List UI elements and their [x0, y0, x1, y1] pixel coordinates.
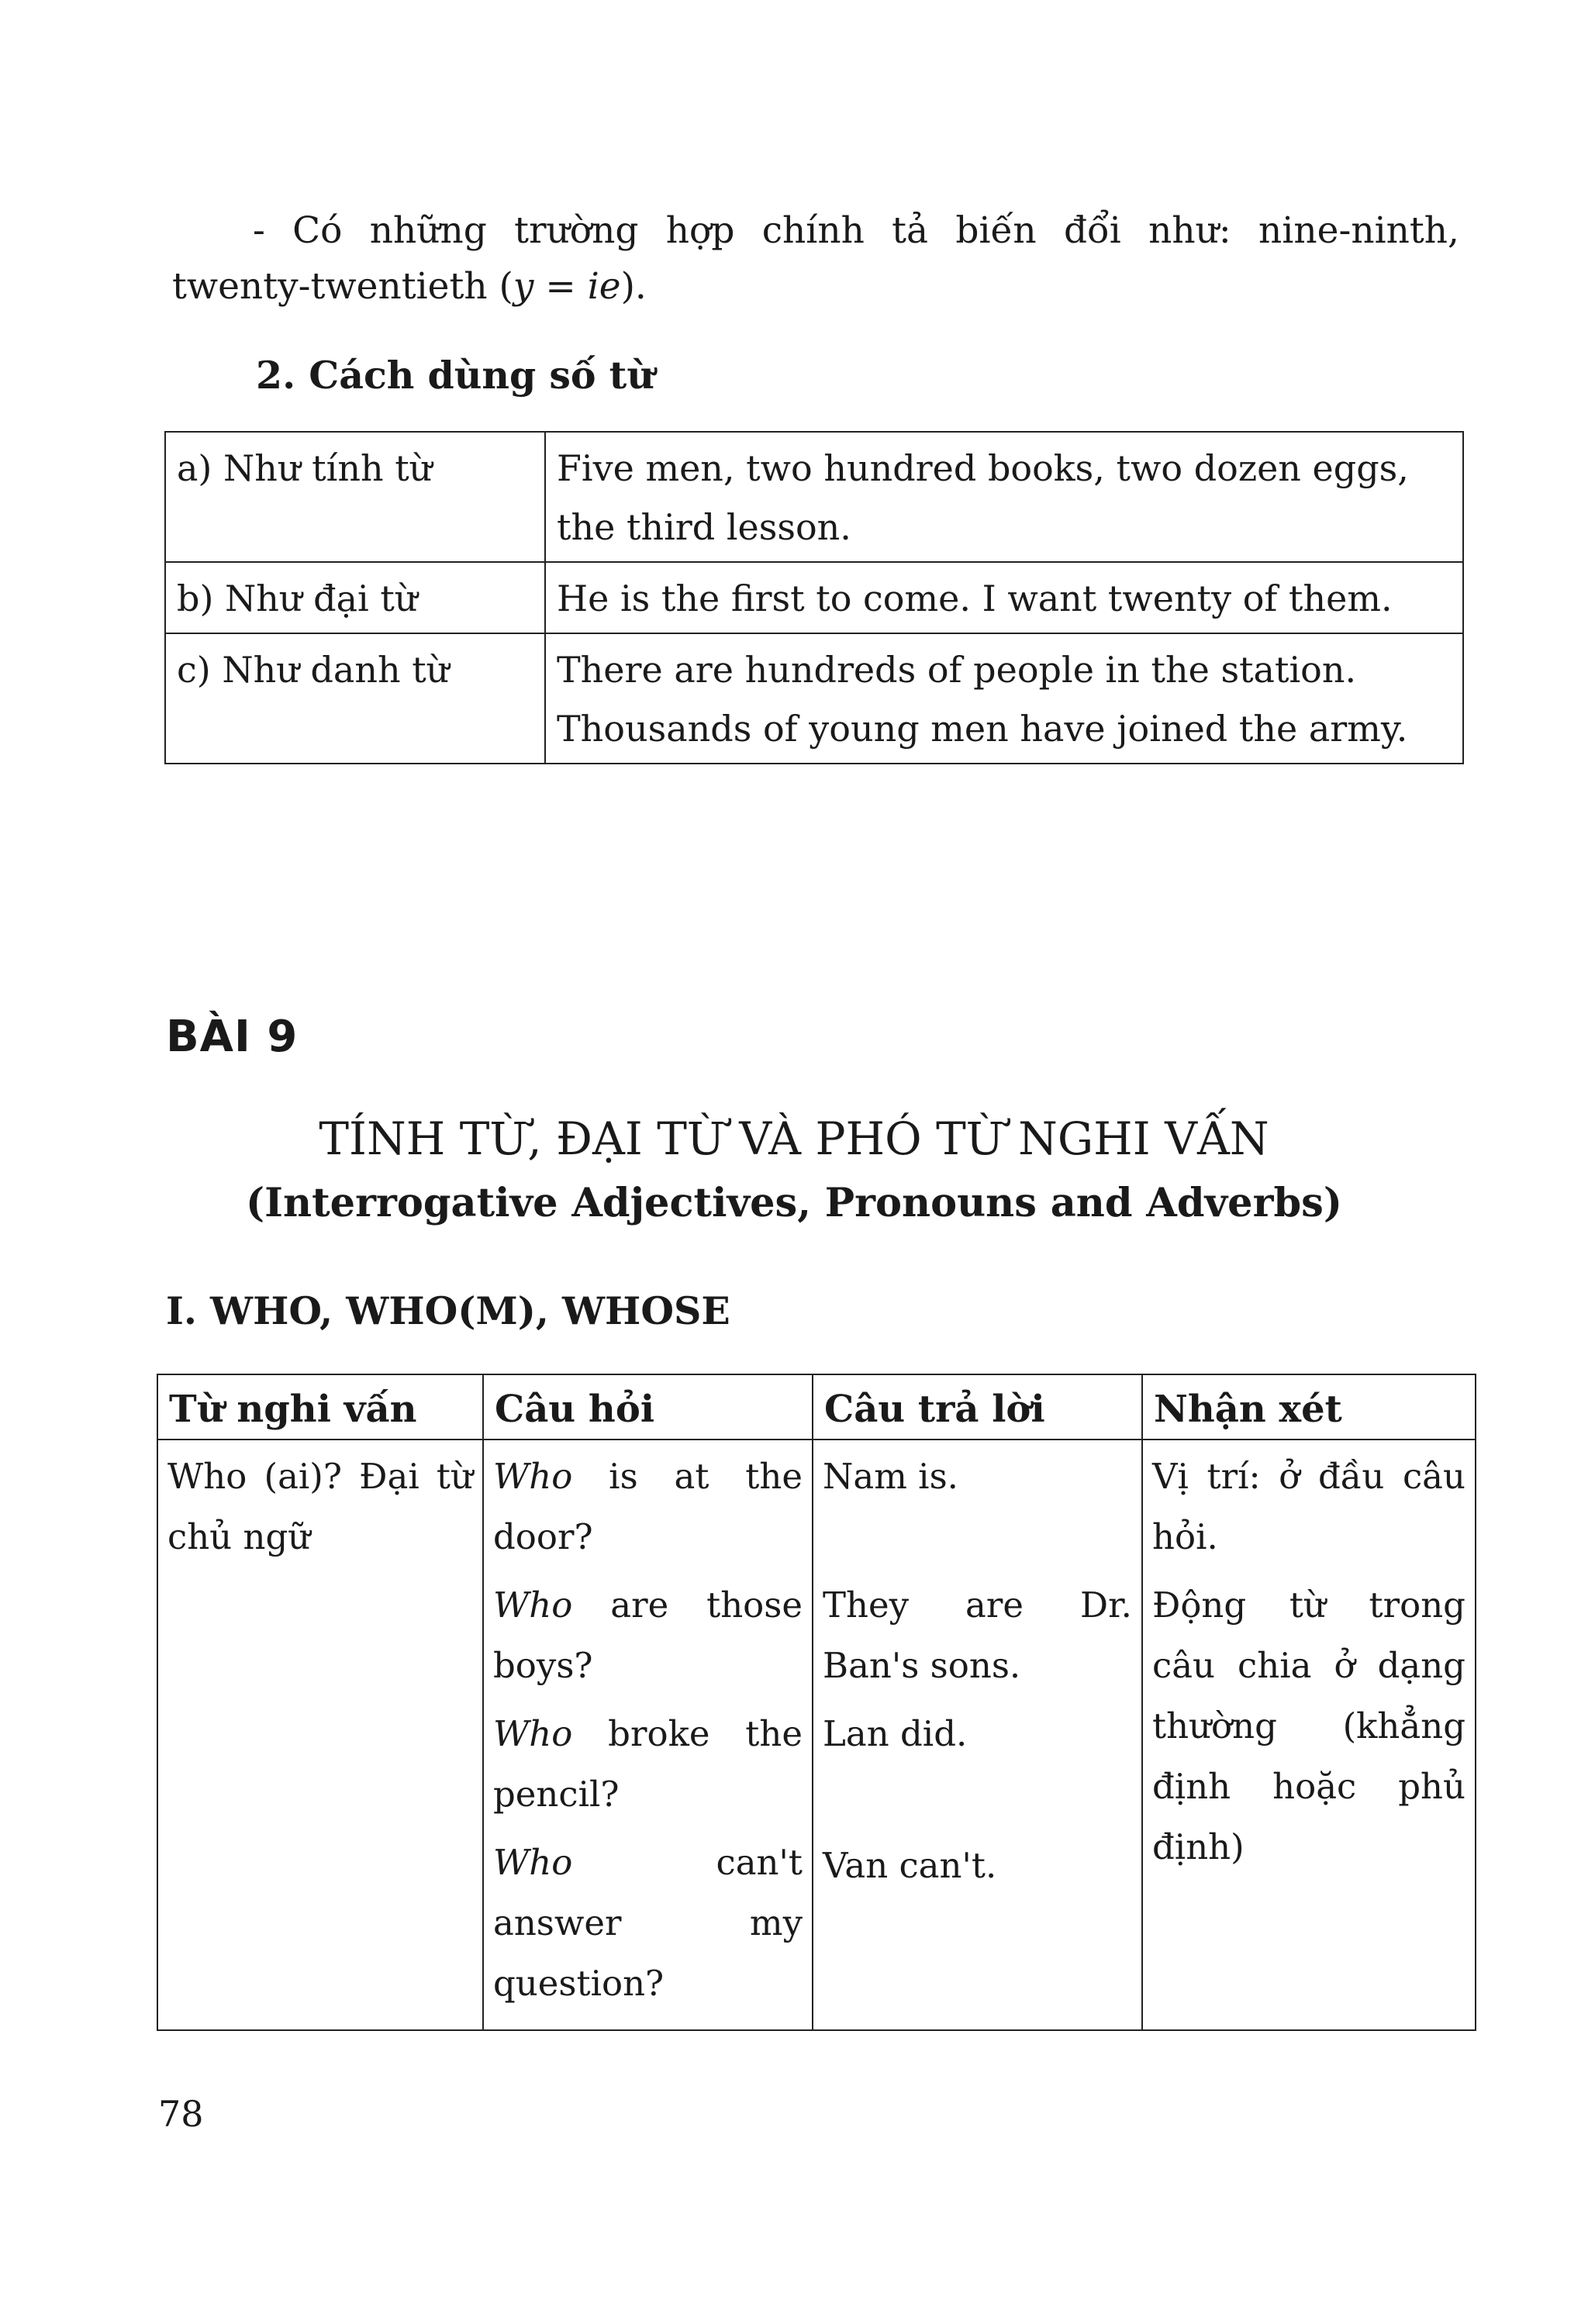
usage-table — [164, 431, 1464, 764]
page-number: 78 — [158, 2093, 204, 2135]
header-cell: Câu hỏi — [483, 1374, 813, 1440]
lesson-badge: BÀI 9 — [166, 1012, 299, 1062]
usage-label: c) Như danh từ — [165, 633, 545, 764]
header-cell: Nhận xét — [1142, 1374, 1476, 1440]
note: Vị trí: ở đầu câu hỏi. — [1152, 1456, 1465, 1557]
intro-line-1: - Có những trường hợp chính tả biến đổi như: nine-ninth, — [253, 209, 1459, 252]
word-cell: Who (ai)? Đại từ chủ ngữ — [157, 1440, 483, 2030]
usage-example: He is the first to come. I want twenty of them. — [545, 562, 1463, 633]
question: Who is at the door? — [493, 1456, 803, 1557]
usage-heading: 2. Cách dùng số từ — [256, 353, 654, 398]
table-row — [165, 633, 1463, 764]
question: Who can't answer my question? — [493, 1842, 803, 2004]
usage-label: b) Như đại từ — [165, 562, 545, 633]
table-row — [165, 432, 1463, 562]
usage-example: There are hundreds of people in the station. Thousands of young men have joined the army. — [545, 633, 1463, 764]
table-row — [165, 562, 1463, 633]
lesson-subtitle: (Interrogative Adjectives, Pronouns and Adverbs) — [246, 1180, 1342, 1226]
who-table — [157, 1374, 1476, 2031]
answer-cell — [813, 1440, 1142, 2030]
question: Who are those boys? — [493, 1584, 803, 1686]
intro-line-2: twenty-twentieth (y = ie). — [172, 265, 647, 308]
note: Động từ trong câu chia ở dạng thường (khẳng định hoặc phủ định) — [1152, 1584, 1465, 1867]
question: Who broke the pencil? — [493, 1713, 803, 1815]
header-cell: Câu trả lời — [813, 1374, 1142, 1440]
usage-label: a) Như tính từ — [165, 432, 545, 562]
answer: They are Dr. Ban's sons. — [823, 1584, 1132, 1686]
usage-example: Five men, two hundred books, two dozen eggs, the third lesson. — [545, 432, 1463, 562]
note-cell — [1142, 1440, 1476, 2030]
intro-paragraph — [172, 203, 1459, 315]
answer: Nam is. — [823, 1456, 958, 1497]
section-title: I. WHO, WHO(M), WHOSE — [166, 1288, 730, 1333]
table-header-row — [157, 1374, 1476, 1440]
lesson-title: TÍNH TỪ, ĐẠI TỪ VÀ PHÓ TỪ NGHI VẤN — [319, 1112, 1269, 1165]
header-cell: Từ nghi vấn — [157, 1374, 483, 1440]
answer: Van can't. — [823, 1845, 997, 1886]
answer: Lan did. — [823, 1713, 968, 1754]
question-cell — [483, 1440, 813, 2030]
table-row — [157, 1440, 1476, 2030]
